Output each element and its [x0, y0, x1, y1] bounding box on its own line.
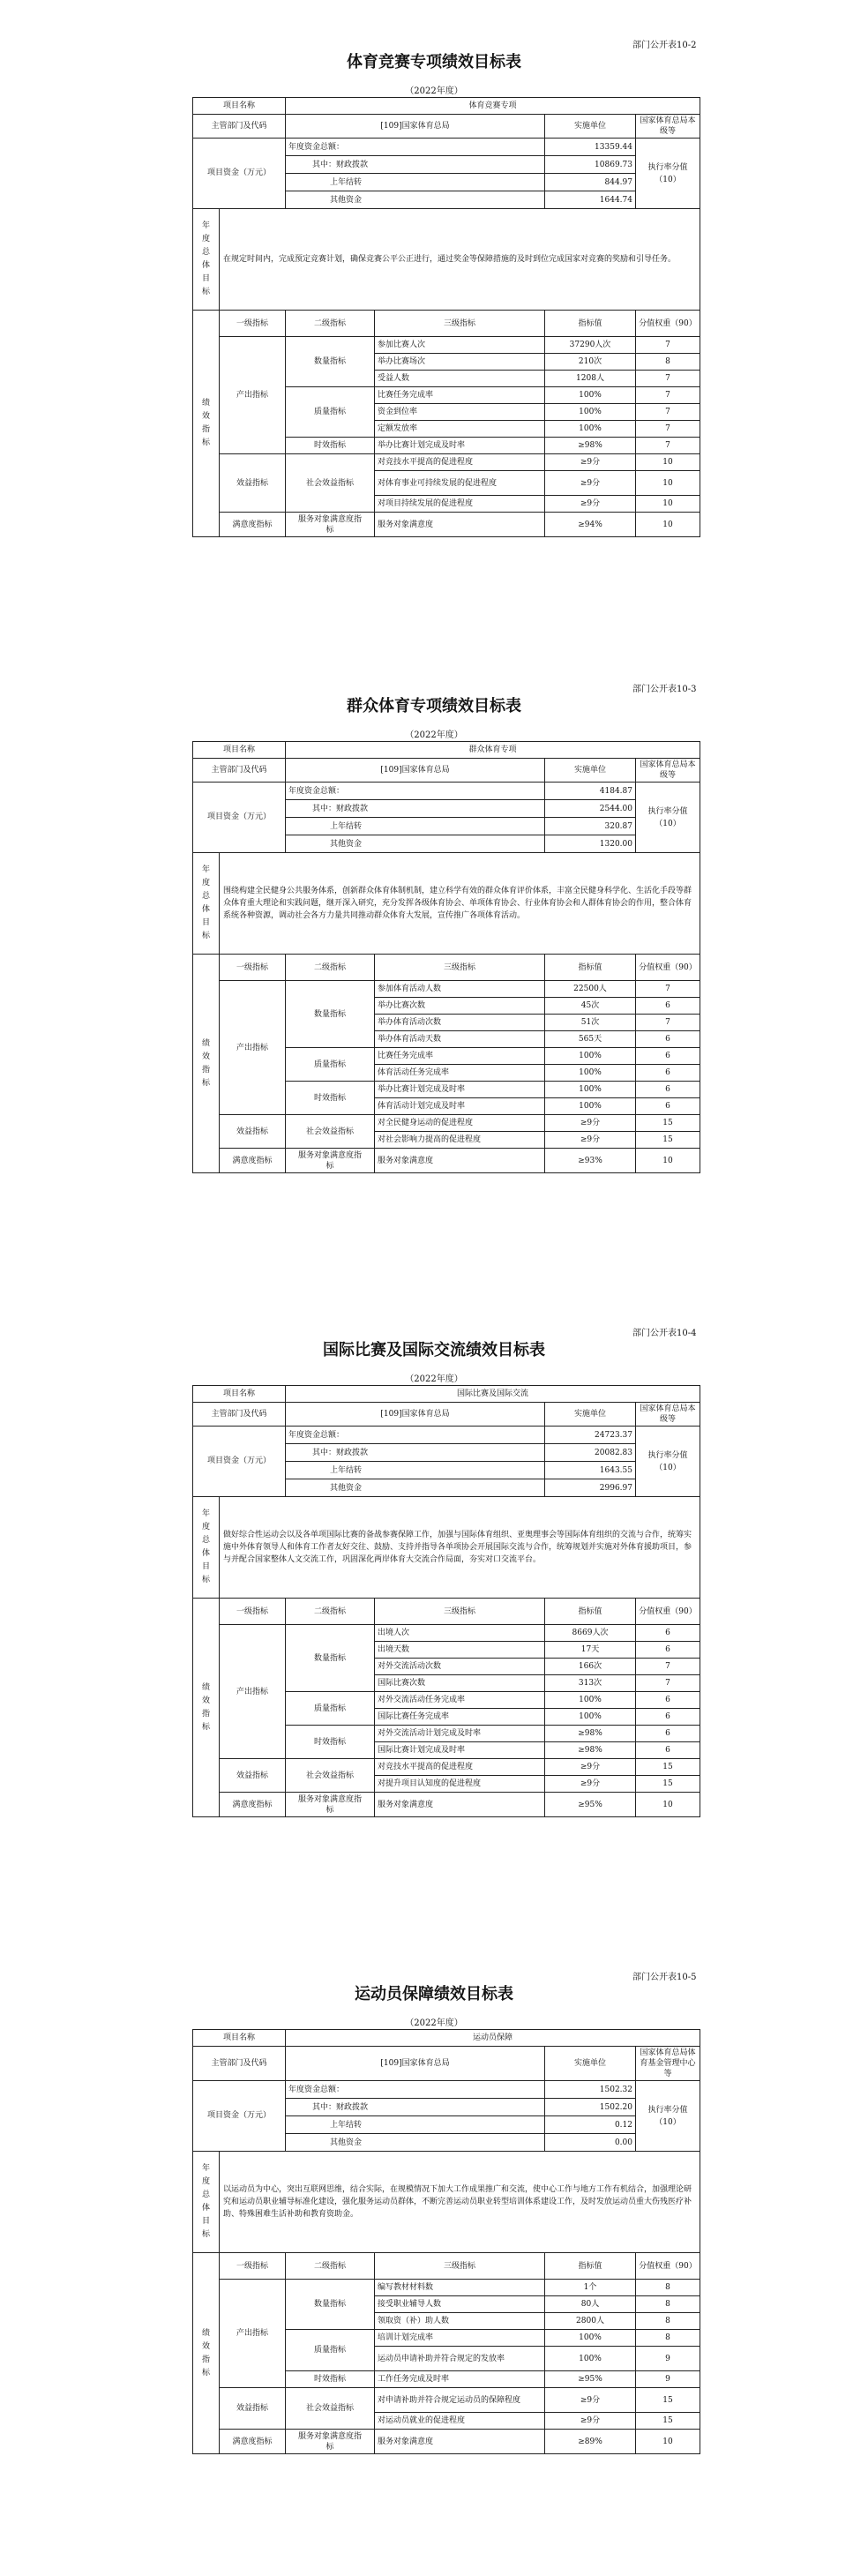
indicator-name: 比赛任务完成率 — [375, 1048, 545, 1065]
indicator-value: 45次 — [545, 998, 636, 1015]
indicator-weight: 7 — [636, 404, 700, 421]
indicator-weight: 9 — [636, 2371, 700, 2388]
indicator-value: 8669人次 — [545, 1625, 636, 1642]
indicator-name: 举办体育活动天数 — [375, 1031, 545, 1048]
indicator-name: 定额发放率 — [375, 421, 545, 438]
table-year: （2022年度） — [405, 86, 463, 96]
indicator-level2: 社会效益指标 — [286, 454, 375, 513]
fund-value: 0.00 — [545, 2134, 636, 2152]
fund-value: 1644.74 — [545, 191, 636, 209]
label-project-name: 项目名称 — [193, 98, 286, 115]
fund-label: 其中：财政拨款 — [286, 2099, 545, 2116]
label-funds: 项目资金（万元） — [193, 139, 286, 209]
indicator-name: 国际比赛任务完成率 — [375, 1709, 545, 1726]
indicator-weight: 15 — [636, 1115, 700, 1132]
indicator-name: 对项目持续发展的促进程度 — [375, 496, 545, 513]
indicator-row — [193, 1625, 700, 1642]
indicator-value: ≥9分 — [545, 1132, 636, 1149]
indicator-weight: 6 — [636, 1082, 700, 1098]
label-annual-goal — [193, 209, 220, 311]
header-level3: 三级指标 — [375, 1599, 545, 1625]
header-value: 指标值 — [545, 311, 636, 337]
indicator-weight: 15 — [636, 1132, 700, 1149]
label-funds: 项目资金（万元） — [193, 783, 286, 853]
header-value: 指标值 — [545, 2253, 636, 2280]
table-code: 部门公开表10-2 — [632, 41, 697, 50]
label-dept-code: 主管部门及代码 — [193, 115, 286, 139]
indicator-weight: 6 — [636, 1642, 700, 1659]
indicator-name: 接受职业辅导人数 — [375, 2296, 545, 2313]
fund-value: 1502.32 — [545, 2081, 636, 2099]
indicator-name: 举办比赛场次 — [375, 354, 545, 371]
indicator-level2: 服务对象满意度指标 — [286, 513, 375, 537]
indicator-name: 受益人数 — [375, 371, 545, 387]
indicator-weight: 8 — [636, 2280, 700, 2296]
indicator-level2: 社会效益指标 — [286, 2388, 375, 2430]
header-level2: 二级指标 — [286, 2253, 375, 2280]
indicator-value: 313次 — [545, 1675, 636, 1692]
indicator-value: 100% — [545, 1692, 636, 1709]
header-weight: 分值权重（90） — [636, 311, 700, 337]
indicator-value: 100% — [545, 404, 636, 421]
indicator-row — [193, 1115, 700, 1132]
perf-table — [192, 1385, 700, 1817]
indicator-weight: 6 — [636, 998, 700, 1015]
indicator-level2: 质量指标 — [286, 1048, 375, 1082]
header-value: 指标值 — [545, 1599, 636, 1625]
indicator-name: 运动员申请补助并符合规定的发放率 — [375, 2347, 545, 2371]
fund-value: 10869.73 — [545, 156, 636, 174]
indicator-level1: 效益指标 — [220, 1759, 286, 1793]
indicator-value: ≥93% — [545, 1149, 636, 1173]
indicator-row — [193, 454, 700, 471]
annual-goal-label-text: 年 度 总 体 目 标 — [201, 2164, 210, 2239]
annual-goal-text: 围绕构建全民健身公共服务体系，创新群众体育体制机制，建立科学有效的群众体育评价体系，丰富全民健身科学化、生活化手段等群众体育重大理论和实践问题，继开深入研究，充分发挥各级体育协会、单项体育协会、行业体育协会和人群体育协会的作用，整合体育系统各种资源，调动社会各方力量共同推动群众体育大发展，宣传推广各项体育活动。 — [220, 853, 700, 955]
indicator-name: 对申请补助并符合规定运动员的保障程度 — [375, 2388, 545, 2413]
indicator-value: 2800人 — [545, 2313, 636, 2330]
indicator-value: 100% — [545, 1098, 636, 1115]
indicator-value: ≥9分 — [545, 454, 636, 471]
dept-code-value: [109]国家体育总局 — [286, 759, 545, 783]
indicator-value: ≥9分 — [545, 471, 636, 496]
table-title: 群众体育专项绩效目标表 — [347, 697, 521, 715]
dept-code-value: [109]国家体育总局 — [286, 115, 545, 139]
indicator-weight: 8 — [636, 2330, 700, 2347]
fund-label: 其他资金 — [286, 835, 545, 853]
indicator-level2: 质量指标 — [286, 387, 375, 438]
label-funds: 项目资金（万元） — [193, 1427, 286, 1497]
indicator-row — [193, 981, 700, 998]
indicator-name: 举办比赛计划完成及时率 — [375, 1082, 545, 1098]
dept-code-value: [109]国家体育总局 — [286, 2047, 545, 2081]
indicator-level2: 社会效益指标 — [286, 1115, 375, 1149]
table-title: 国际比赛及国际交流绩效目标表 — [323, 1341, 545, 1359]
impl-unit-value: 国家体育总局本级等 — [636, 115, 700, 139]
indicator-name: 服务对象满意度 — [375, 1149, 545, 1173]
fund-label: 其他资金 — [286, 2134, 545, 2152]
indicator-level2: 服务对象满意度指标 — [286, 1149, 375, 1173]
fund-label: 年度资金总额： — [286, 1427, 545, 1444]
indicator-value: 100% — [545, 2347, 636, 2371]
header-level1: 一级指标 — [220, 955, 286, 981]
indicator-row — [193, 513, 700, 537]
project-name-value: 群众体育专项 — [286, 742, 700, 759]
label-impl-unit: 实施单位 — [545, 1403, 636, 1427]
indicator-value: 100% — [545, 1048, 636, 1065]
indicator-value: ≥95% — [545, 1793, 636, 1817]
indicator-value: 565天 — [545, 1031, 636, 1048]
indicator-name: 参加体育活动人数 — [375, 981, 545, 998]
indicator-weight: 7 — [636, 981, 700, 998]
indicator-level2: 数量指标 — [286, 981, 375, 1048]
fund-label: 上年结转 — [286, 174, 545, 191]
indicator-level2: 质量指标 — [286, 2330, 375, 2371]
indicator-value: 1个 — [545, 2280, 636, 2296]
indicator-weight: 7 — [636, 387, 700, 404]
indicator-value: ≥9分 — [545, 1115, 636, 1132]
indicator-name: 服务对象满意度 — [375, 2430, 545, 2454]
indicator-weight: 10 — [636, 1149, 700, 1173]
header-level2: 二级指标 — [286, 955, 375, 981]
indicator-level1: 产出指标 — [220, 981, 286, 1115]
indicator-row — [193, 1149, 700, 1173]
indicator-row — [193, 2430, 700, 2454]
indicator-name: 领取资（补）助人数 — [375, 2313, 545, 2330]
annual-goal-text: 以运动员为中心，突出互联网思维，结合实际，在规模情况下加大工作成果推广和交流，使中心工作与地方工作有机结合，加强理论研究和运动员职业辅导标准化建设，强化服务运动员群体，不断完善运动员职业转型培训体系建设工作，及时发放运动员重大伤残医疗补助、特殊困难生活补助和教育资助金。 — [220, 2152, 700, 2253]
label-project-name: 项目名称 — [193, 2030, 286, 2047]
perf-section-1 — [0, 0, 868, 644]
indicator-value: 22500人 — [545, 981, 636, 998]
indicator-row — [193, 1759, 700, 1776]
indicator-weight: 7 — [636, 438, 700, 454]
project-name-value: 体育竞赛专项 — [286, 98, 700, 115]
indicator-weight: 7 — [636, 337, 700, 354]
dept-code-value: [109]国家体育总局 — [286, 1403, 545, 1427]
indicator-value: 100% — [545, 387, 636, 404]
fund-value: 320.87 — [545, 818, 636, 835]
label-impl-unit: 实施单位 — [545, 2047, 636, 2081]
indicator-weight: 6 — [636, 1726, 700, 1742]
indicator-name: 编写教材材料数 — [375, 2280, 545, 2296]
indicator-value: ≥9分 — [545, 2413, 636, 2430]
indicator-weight: 8 — [636, 2313, 700, 2330]
indicator-weight: 15 — [636, 2413, 700, 2430]
header-level3: 三级指标 — [375, 2253, 545, 2280]
fund-label: 上年结转 — [286, 2116, 545, 2134]
indicator-value: 100% — [545, 1065, 636, 1082]
impl-unit-value: 国家体育总局体育基金管理中心等 — [636, 2047, 700, 2081]
fund-value: 4184.87 — [545, 783, 636, 800]
perf-label-text: 绩 效 指 标 — [201, 2328, 210, 2378]
table-year: （2022年度） — [405, 1374, 463, 1384]
indicator-weight: 6 — [636, 1065, 700, 1082]
indicator-value: 166次 — [545, 1659, 636, 1675]
indicator-weight: 6 — [636, 1098, 700, 1115]
indicator-value: 51次 — [545, 1015, 636, 1031]
perf-label-text: 绩 效 指 标 — [201, 399, 210, 447]
fund-value: 2996.97 — [545, 1479, 636, 1497]
indicator-value: 100% — [545, 2330, 636, 2347]
label-funds: 项目资金（万元） — [193, 2081, 286, 2152]
indicator-level2: 服务对象满意度指标 — [286, 2430, 375, 2454]
perf-section-4 — [0, 1932, 868, 2576]
indicator-name: 国际比赛次数 — [375, 1675, 545, 1692]
label-exec-rate: 执行率分值（10） — [636, 139, 700, 209]
indicator-name: 比赛任务完成率 — [375, 387, 545, 404]
label-impl-unit: 实施单位 — [545, 759, 636, 783]
fund-value: 13359.44 — [545, 139, 636, 156]
indicator-value: ≥9分 — [545, 1759, 636, 1776]
annual-goal-label-text: 年 度 总 体 目 标 — [201, 865, 210, 940]
fund-label: 年度资金总额： — [286, 139, 545, 156]
indicator-name: 对外交流活动次数 — [375, 1659, 545, 1675]
header-weight: 分值权重（90） — [636, 1599, 700, 1625]
indicator-name: 服务对象满意度 — [375, 513, 545, 537]
indicator-weight: 8 — [636, 2296, 700, 2313]
indicator-name: 对社会影响力提高的促进程度 — [375, 1132, 545, 1149]
indicator-level1: 产出指标 — [220, 337, 286, 454]
fund-label: 其他资金 — [286, 191, 545, 209]
indicator-name: 对竞技水平提高的促进程度 — [375, 1759, 545, 1776]
indicator-row — [193, 2388, 700, 2413]
indicator-weight: 6 — [636, 1692, 700, 1709]
perf-table — [192, 741, 700, 1173]
fund-value: 844.97 — [545, 174, 636, 191]
indicator-weight: 6 — [636, 1625, 700, 1642]
indicator-level1: 产出指标 — [220, 1625, 286, 1759]
indicator-level2: 社会效益指标 — [286, 1759, 375, 1793]
indicator-weight: 10 — [636, 496, 700, 513]
indicator-name: 对外交流活动计划完成及时率 — [375, 1726, 545, 1742]
annual-goal-text: 在规定时间内，完成预定竞赛计划，确保竞赛公平公正进行，通过奖金等保障措施的及时到位完成国家对竞赛的奖励和引导任务。 — [220, 209, 700, 311]
label-project-name: 项目名称 — [193, 742, 286, 759]
indicator-level1: 满意度指标 — [220, 513, 286, 537]
table-code: 部门公开表10-5 — [632, 1973, 697, 1982]
fund-value: 1502.20 — [545, 2099, 636, 2116]
indicator-value: 100% — [545, 421, 636, 438]
indicator-value: ≥9分 — [545, 2388, 636, 2413]
indicator-weight: 6 — [636, 1709, 700, 1726]
indicator-level1: 满意度指标 — [220, 2430, 286, 2454]
indicator-level2: 质量指标 — [286, 1692, 375, 1726]
perf-section-2 — [0, 644, 868, 1288]
indicator-weight: 7 — [636, 421, 700, 438]
impl-unit-value: 国家体育总局本级等 — [636, 1403, 700, 1427]
indicator-name: 出境人次 — [375, 1625, 545, 1642]
indicator-value: ≥9分 — [545, 1776, 636, 1793]
indicator-weight: 10 — [636, 2430, 700, 2454]
indicator-value: 17天 — [545, 1642, 636, 1659]
fund-label: 其他资金 — [286, 1479, 545, 1497]
project-name-value: 国际比赛及国际交流 — [286, 1386, 700, 1403]
indicator-level2: 时效指标 — [286, 438, 375, 454]
indicator-weight: 15 — [636, 1776, 700, 1793]
indicator-row — [193, 2280, 700, 2296]
table-year: （2022年度） — [405, 2018, 463, 2028]
indicator-value: ≥94% — [545, 513, 636, 537]
indicator-name: 体育活动计划完成及时率 — [375, 1098, 545, 1115]
label-exec-rate: 执行率分值（10） — [636, 783, 700, 853]
label-impl-unit: 实施单位 — [545, 115, 636, 139]
table-code: 部门公开表10-3 — [632, 685, 697, 694]
indicator-name: 举办比赛次数 — [375, 998, 545, 1015]
indicator-name: 对竞技水平提高的促进程度 — [375, 454, 545, 471]
indicator-weight: 7 — [636, 1675, 700, 1692]
indicator-name: 体育活动任务完成率 — [375, 1065, 545, 1082]
indicator-level2: 时效指标 — [286, 2371, 375, 2388]
label-exec-rate: 执行率分值（10） — [636, 1427, 700, 1497]
table-year: （2022年度） — [405, 730, 463, 740]
fund-label: 年度资金总额： — [286, 2081, 545, 2099]
label-annual-goal — [193, 2152, 220, 2253]
annual-goal-label-text: 年 度 总 体 目 标 — [201, 1509, 210, 1584]
fund-value: 20082.83 — [545, 1444, 636, 1462]
perf-label-text: 绩 效 指 标 — [201, 1682, 210, 1732]
fund-label: 上年结转 — [286, 1462, 545, 1479]
label-dept-code: 主管部门及代码 — [193, 2047, 286, 2081]
header-value: 指标值 — [545, 955, 636, 981]
indicator-weight: 10 — [636, 454, 700, 471]
indicator-name: 培训计划完成率 — [375, 2330, 545, 2347]
table-title: 运动员保障绩效目标表 — [355, 1985, 513, 2003]
indicator-weight: 15 — [636, 1759, 700, 1776]
header-level2: 二级指标 — [286, 1599, 375, 1625]
indicator-value: 210次 — [545, 354, 636, 371]
indicator-level1: 满意度指标 — [220, 1149, 286, 1173]
header-level3: 三级指标 — [375, 311, 545, 337]
indicator-value: 100% — [545, 1082, 636, 1098]
indicator-level2: 数量指标 — [286, 337, 375, 387]
fund-label: 其中：财政拨款 — [286, 800, 545, 818]
project-name-value: 运动员保障 — [286, 2030, 700, 2047]
indicator-name: 参加比赛人次 — [375, 337, 545, 354]
indicator-weight: 6 — [636, 1048, 700, 1065]
fund-value: 2544.00 — [545, 800, 636, 818]
indicator-value: 37290人次 — [545, 337, 636, 354]
table-title: 体育竞赛专项绩效目标表 — [347, 53, 521, 71]
indicator-weight: 10 — [636, 1793, 700, 1817]
label-perf-indicators — [193, 2253, 220, 2454]
table-code: 部门公开表10-4 — [632, 1329, 697, 1338]
fund-label: 上年结转 — [286, 818, 545, 835]
header-level1: 一级指标 — [220, 1599, 286, 1625]
fund-value: 0.12 — [545, 2116, 636, 2134]
indicator-level2: 数量指标 — [286, 1625, 375, 1692]
label-perf-indicators — [193, 311, 220, 537]
label-perf-indicators — [193, 1599, 220, 1817]
perf-section-3 — [0, 1288, 868, 1932]
indicator-name: 对运动员就业的促进程度 — [375, 2413, 545, 2430]
annual-goal-text: 做好综合性运动会以及各单项国际比赛的备战参赛保障工作，加强与国际体育组织、亚奥理事会等国际体育组织的交流与合作，统筹实施中外体育领导人和体育工作者友好交往、鼓励、支持并指导各单项协会开展国际交流与合作，统筹规划并实施对外体育援助项目，参与并配合国家整体人文交流工作，巩固深化两岸体育大交流合作局面，夯实对口交流平台。 — [220, 1497, 700, 1599]
indicator-value: ≥95% — [545, 2371, 636, 2388]
indicator-level1: 满意度指标 — [220, 1793, 286, 1817]
indicator-level2: 时效指标 — [286, 1082, 375, 1115]
indicator-weight: 7 — [636, 1659, 700, 1675]
label-project-name: 项目名称 — [193, 1386, 286, 1403]
indicator-value: 80人 — [545, 2296, 636, 2313]
header-weight: 分值权重（90） — [636, 955, 700, 981]
indicator-value: ≥9分 — [545, 496, 636, 513]
indicator-level2: 数量指标 — [286, 2280, 375, 2330]
label-annual-goal — [193, 1497, 220, 1599]
fund-label: 其中：财政拨款 — [286, 156, 545, 174]
fund-value: 1643.55 — [545, 1462, 636, 1479]
indicator-row — [193, 337, 700, 354]
indicator-weight: 7 — [636, 371, 700, 387]
indicator-name: 对提升项目认知度的促进程度 — [375, 1776, 545, 1793]
indicator-name: 国际比赛计划完成及时率 — [375, 1742, 545, 1759]
fund-value: 24723.37 — [545, 1427, 636, 1444]
indicator-weight: 8 — [636, 354, 700, 371]
header-level1: 一级指标 — [220, 311, 286, 337]
label-dept-code: 主管部门及代码 — [193, 759, 286, 783]
impl-unit-value: 国家体育总局本级等 — [636, 759, 700, 783]
header-level3: 三级指标 — [375, 955, 545, 981]
indicator-name: 对全民健身运动的促进程度 — [375, 1115, 545, 1132]
header-level1: 一级指标 — [220, 2253, 286, 2280]
perf-table — [192, 97, 700, 537]
label-perf-indicators — [193, 955, 220, 1173]
indicator-level2: 时效指标 — [286, 1726, 375, 1759]
indicator-level1: 效益指标 — [220, 2388, 286, 2430]
label-annual-goal — [193, 853, 220, 955]
indicator-level1: 效益指标 — [220, 454, 286, 513]
indicator-value: ≥98% — [545, 1726, 636, 1742]
fund-value: 1320.00 — [545, 835, 636, 853]
indicator-value: ≥98% — [545, 1742, 636, 1759]
indicator-value: 100% — [545, 1709, 636, 1726]
annual-goal-label-text: 年 度 总 体 目 标 — [201, 221, 210, 296]
header-weight: 分值权重（90） — [636, 2253, 700, 2280]
indicator-name: 工作任务完成及时率 — [375, 2371, 545, 2388]
label-dept-code: 主管部门及代码 — [193, 1403, 286, 1427]
header-level2: 二级指标 — [286, 311, 375, 337]
indicator-weight: 10 — [636, 513, 700, 537]
indicator-name: 服务对象满意度 — [375, 1793, 545, 1817]
indicator-weight: 10 — [636, 471, 700, 496]
indicator-name: 出境天数 — [375, 1642, 545, 1659]
label-exec-rate: 执行率分值（10） — [636, 2081, 700, 2152]
indicator-weight: 6 — [636, 1031, 700, 1048]
indicator-value: ≥98% — [545, 438, 636, 454]
perf-table — [192, 2029, 700, 2454]
indicator-name: 对体育事业可持续发展的促进程度 — [375, 471, 545, 496]
perf-label-text: 绩 效 指 标 — [201, 1038, 210, 1088]
indicator-level2: 服务对象满意度指标 — [286, 1793, 375, 1817]
indicator-value: 1208人 — [545, 371, 636, 387]
indicator-value: ≥89% — [545, 2430, 636, 2454]
fund-label: 其中：财政拨款 — [286, 1444, 545, 1462]
indicator-weight: 7 — [636, 1015, 700, 1031]
indicator-weight: 6 — [636, 1742, 700, 1759]
indicator-level1: 效益指标 — [220, 1115, 286, 1149]
indicator-name: 举办比赛计划完成及时率 — [375, 438, 545, 454]
indicator-level1: 产出指标 — [220, 2280, 286, 2388]
indicator-weight: 15 — [636, 2388, 700, 2413]
indicator-name: 资金到位率 — [375, 404, 545, 421]
fund-label: 年度资金总额： — [286, 783, 545, 800]
indicator-weight: 9 — [636, 2347, 700, 2371]
indicator-row — [193, 1793, 700, 1817]
indicator-name: 对外交流活动任务完成率 — [375, 1692, 545, 1709]
indicator-name: 举办体育活动次数 — [375, 1015, 545, 1031]
